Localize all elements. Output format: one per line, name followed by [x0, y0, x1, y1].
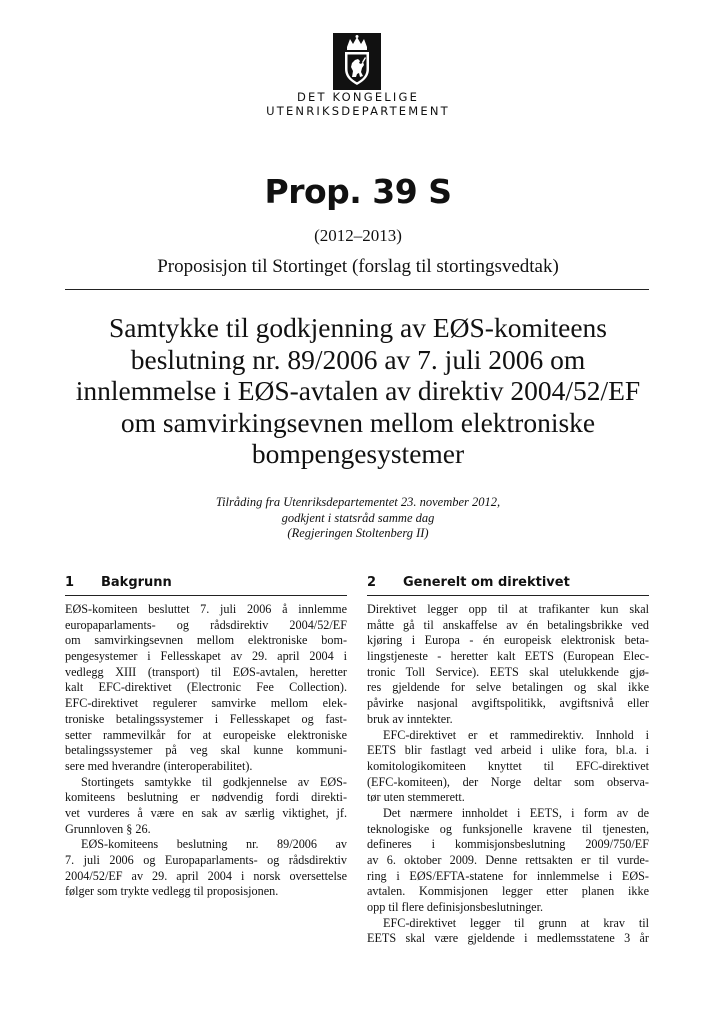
title-line: Samtykke til godkjenning av EØS-komiteens [109, 312, 607, 343]
text-line: EFC-direktivet regulerer samvirke mellom elek- [65, 696, 347, 711]
text-line: følger som trykte vedlegg til proposisjonen. [65, 884, 279, 899]
title-line: bompengesystemer [251, 438, 465, 469]
title-line: om samvirkingsevnen mellom elektroniske [120, 406, 596, 438]
text-line: opp til flere definisjonsbeslutninger. [367, 900, 544, 915]
text-line: 2004/52/EF av 29. april 2004 i norsk oversettelse [65, 868, 347, 883]
text-line: troniske betalingssystemer i Fellesskapet og fast- [65, 711, 347, 726]
section-body [367, 602, 649, 947]
section-heading-text: Bakgrunn [101, 575, 172, 590]
text-line: EFC-direktivet er et rammedirektiv. Innhold i [383, 727, 649, 742]
text-line: defineres i kommisjonsbeslutning 2009/750/EF [367, 837, 649, 852]
text-line: Det nærmere innholdet i EETS, i form av de [383, 805, 649, 820]
text-line: EØS-komiteens beslutning nr. 89/2006 av [81, 837, 347, 852]
text-line: avtalen. Kommisjonen legger etter planen ikke [367, 884, 649, 899]
title-line: beslutning nr. 89/2006 av 7. juli 2006 om [130, 343, 586, 375]
recommendation-line: Tilråding fra Utenriksdepartementet 23. november 2012, [215, 495, 501, 509]
text-line: pengesystemer i Fellesskapet av 29. april 2004 i [65, 649, 347, 664]
text-line: vedlegg XIII (transport) til EØS-avtalen, heretter [65, 664, 347, 679]
text-line: Grunnloven § 26. [65, 821, 151, 836]
recommendation-note [150, 495, 566, 542]
header-divider [65, 289, 649, 290]
text-line: 7. juli 2006 og Europaparlaments- og rådsdirektiv [65, 853, 347, 867]
text-line: setter rammevilkår for at europeiske elektroniske [65, 727, 347, 742]
text-line: EFC-direktivet legger til grunn at krav til [383, 915, 649, 930]
text-line: Stortingets samtykke til godkjennelse av EØS- [81, 774, 347, 789]
text-line: (EFC-komiteen), der Norge deltar som observa- [367, 774, 649, 789]
document-title [60, 312, 656, 470]
recommendation-line: (Regjeringen Stoltenberg II) [287, 526, 429, 540]
text-line: om samvirkingsevnen mellom elektroniske bom- [65, 633, 347, 648]
section-heading [65, 574, 347, 596]
text-line: teknologiske og funksjonelle kravene til tjenesten, [367, 821, 649, 836]
section-number: 1 [65, 575, 75, 590]
text-line: Direktivet legger opp til at trafikanter kun skal [367, 602, 649, 616]
text-line: kalt EFC-direktivet (Electronic Fee Collection). [65, 680, 347, 695]
royal-crest-icon [333, 33, 381, 90]
section-number: 2 [367, 575, 377, 590]
text-line: komiteens beslutning er nødvendig fordi direkti- [65, 790, 347, 805]
session-years: (2012–2013) [314, 226, 402, 245]
section-generelt-om-direktivet [367, 574, 649, 947]
text-line: måtte gå til anskaffelse av én betalingsbrikke ved [367, 617, 649, 632]
text-line: res gjeldende for selve betalingen og skal ikke [367, 680, 649, 695]
text-line: sere med hverandre (interoperabilitet). [65, 758, 253, 773]
text-line: europaparlaments- og rådsdirektiv 2004/52/EF [65, 617, 347, 632]
text-line: EØS-komiteen besluttet 7. juli 2006 å innlemme [65, 602, 347, 616]
proposition-subtitle: Proposisjon til Stortinget (forslag til stortingsvedtak) [157, 256, 559, 277]
proposition-title: Prop. 39 S [264, 172, 452, 211]
text-line: EETS blir fastlagt ved arbeid i ulike fora, bl.a. i [367, 743, 649, 758]
section-heading-text: Generelt om direktivet [403, 575, 570, 590]
text-line: bruk av inntekter. [367, 711, 453, 726]
department-name-line1: DET KONGELIGE [296, 90, 420, 104]
text-line: tør uten stemmerett. [367, 790, 465, 805]
section-bakgrunn [65, 574, 347, 900]
text-line: kjøring i Europa - én europeisk elektronisk beta- [367, 633, 649, 648]
section-heading [367, 574, 649, 596]
section-body [65, 602, 347, 900]
text-line: lingstjeneste - heretter kalt EETS (European Elec- [367, 649, 649, 664]
text-line: EETS skal være gjeldende i medlemsstatene 3 år [367, 931, 649, 946]
department-name-line2: UTENRIKSDEPARTEMENT [266, 104, 450, 118]
text-line: av 6. oktober 2009. Denne rettsakten er til vurde- [367, 853, 649, 867]
text-line: ring i EØS/EFTA-statene for innlemmelse i EØS- [367, 868, 649, 883]
text-line: betalingssystemer på veg skal kunne kommuni- [65, 743, 347, 758]
title-line: innlemmelse i EØS-avtalen av direktiv 2004/52/EF [75, 375, 641, 406]
text-line: tronic Toll Service). EETS skal utelukkende gjø- [367, 664, 649, 679]
text-line: vet vurderes å være en sak av særlig viktighet, jf. [65, 805, 347, 820]
text-line: påvirke nasjonal avgiftspolitikk, avgiftsnivå eller [367, 696, 649, 711]
recommendation-line: godkjent i statsråd samme dag [281, 510, 435, 525]
text-line: komitologikomiteen knyttet til EFC-direktivet [367, 758, 649, 773]
